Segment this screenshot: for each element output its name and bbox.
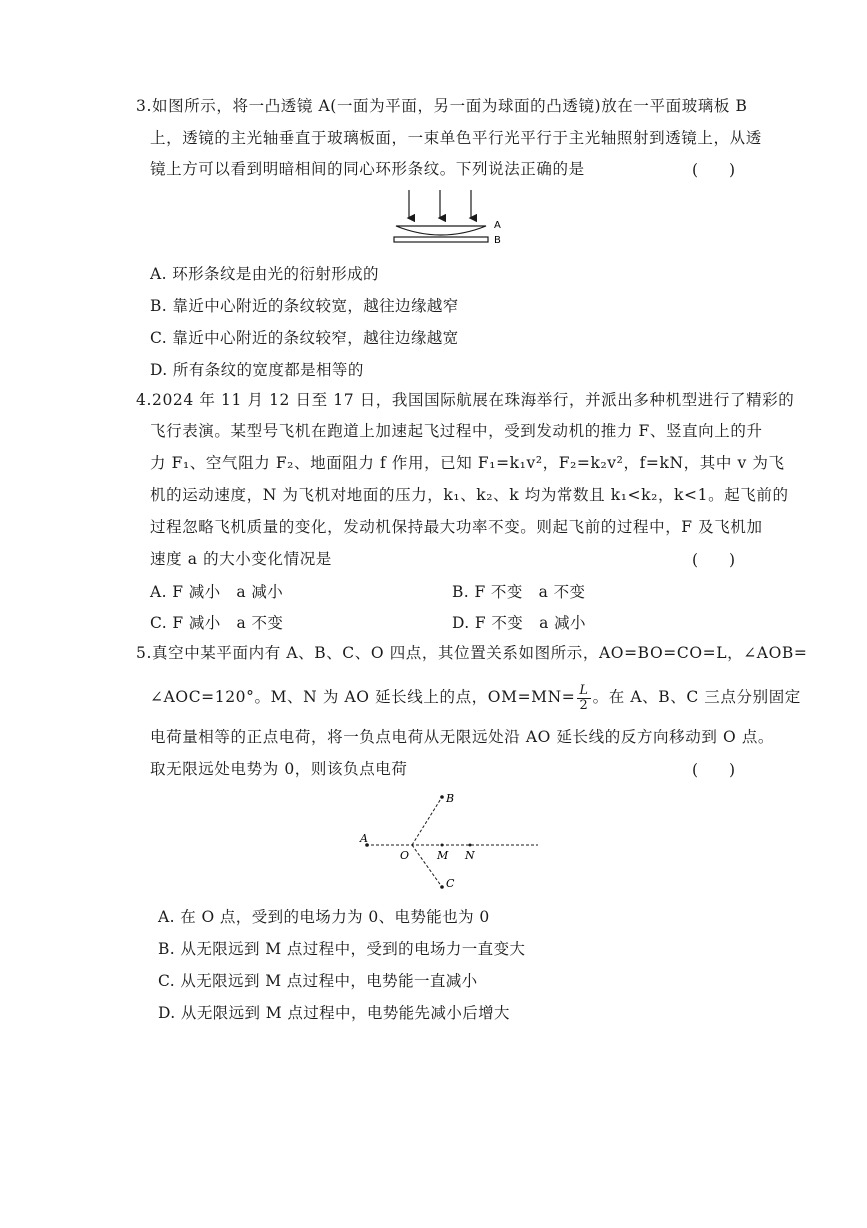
q4-line-3: 力 F₁、空气阻力 F₂、地面阻力 f 作用，已知 F₁=k₁v²，F₂=k₂v²，f=kN，其中 v 为飞	[150, 454, 785, 472]
q4-option-c: C. F 减小 a 不变	[150, 614, 284, 632]
point-c-dot	[440, 885, 444, 889]
point-m-dot	[441, 844, 444, 847]
q5-option-d: D. 从无限远到 M 点过程中，电势能先减小后增大	[158, 1004, 510, 1022]
point-b-dot	[440, 795, 444, 799]
point-label-b: B	[446, 792, 455, 805]
q5-option-a: A. 在 O 点，受到的电场力为 0、电势能也为 0	[158, 908, 490, 926]
q5-line-2-before: ∠AOC=120°。M、N 为 AO 延长线上的点，OM=MN=	[150, 688, 576, 706]
q4-line-2: 飞行表演。某型号飞机在跑道上加速起飞过程中，受到发动机的推力 F、竖直向上的升	[150, 422, 763, 440]
q3-option-d: D. 所有条纹的宽度都是相等的	[150, 361, 364, 379]
fraction-l-over-2	[577, 684, 590, 713]
fraction-denominator: 2	[579, 697, 589, 713]
q3-option-c: C. 靠近中心附近的条纹较窄，越往边缘越宽	[150, 329, 459, 347]
q4-line-1: 4.2024 年 11 月 12 日至 17 日，我国国际航展在珠海举行，并派出多种机型进行了精彩的	[136, 391, 795, 409]
q5-line-3: 电荷量相等的正点电荷，将一负点电荷从无限远处沿 AO 延长线的反方向移动到 O 点。	[150, 728, 775, 746]
segment-ob	[412, 797, 442, 845]
q3-option-b: B. 靠近中心附近的条纹较宽，越往边缘越窄	[150, 297, 459, 315]
fraction-numerator: L	[579, 682, 589, 698]
q5-option-c: C. 从无限远到 M 点过程中，电势能一直减小	[158, 972, 478, 990]
q5-charge-figure	[358, 788, 548, 898]
plate-label-b: B	[494, 235, 501, 246]
q4-option-b: B. F 不变 a 不变	[452, 583, 586, 601]
q4-line-4: 机的运动速度，N 为飞机对地面的压力，k₁、k₂、k 均为常数且 k₁<k₂，k<1。起飞前的	[150, 486, 789, 504]
q5-option-b: B. 从无限远到 M 点过程中，受到的电场力一直变大	[158, 940, 526, 958]
q3-option-a: A. 环形条纹是由光的衍射形成的	[150, 265, 379, 283]
q3-line-3: 镜上方可以看到明暗相间的同心环形条纹。下列说法正确的是	[150, 160, 585, 178]
q3-lens-figure	[390, 188, 530, 248]
lens-label-a: A	[494, 220, 501, 231]
q5-line-4: 取无限远处电势为 0，则该负点电荷	[150, 760, 408, 778]
point-n-dot	[469, 844, 472, 847]
q4-option-a: A. F 减小 a 减小	[150, 583, 284, 601]
q4-option-d: D. F 不变 a 减小	[452, 614, 586, 632]
convex-lens-a	[396, 226, 486, 235]
point-label-c: C	[446, 877, 455, 890]
point-label-o: O	[400, 849, 410, 862]
q3-line-2: 上，透镜的主光轴垂直于玻璃板面，一束单色平行光平行于主光轴照射到透镜上，从透	[150, 129, 762, 147]
q4-line-5: 过程忽略飞机质量的变化，发动机保持最大功率不变。则起飞前的过程中，F 及飞机加	[150, 518, 763, 536]
q5-line-1: 5.真空中某平面内有 A、B、C、O 四点，其位置关系如图所示，AO=BO=CO=L，∠AOB=	[136, 644, 808, 662]
point-label-m: M	[437, 849, 449, 862]
glass-plate-b	[394, 237, 488, 242]
q5-line-2-after: 。在 A、B、C 三点分别固定	[592, 688, 801, 706]
q3-answer-paren: ( )	[692, 161, 736, 179]
point-label-a: A	[360, 832, 368, 845]
q5-line-2	[150, 680, 801, 714]
point-label-n: N	[465, 849, 475, 862]
q3-line-1: 3.如图所示，将一凸透镜 A(一面为平面，另一面为球面的凸透镜)放在一平面玻璃板 B	[136, 97, 748, 115]
q5-answer-paren: ( )	[692, 761, 736, 779]
q4-line-6: 速度 a 的大小变化情况是	[150, 550, 332, 568]
q4-answer-paren: ( )	[692, 551, 736, 569]
